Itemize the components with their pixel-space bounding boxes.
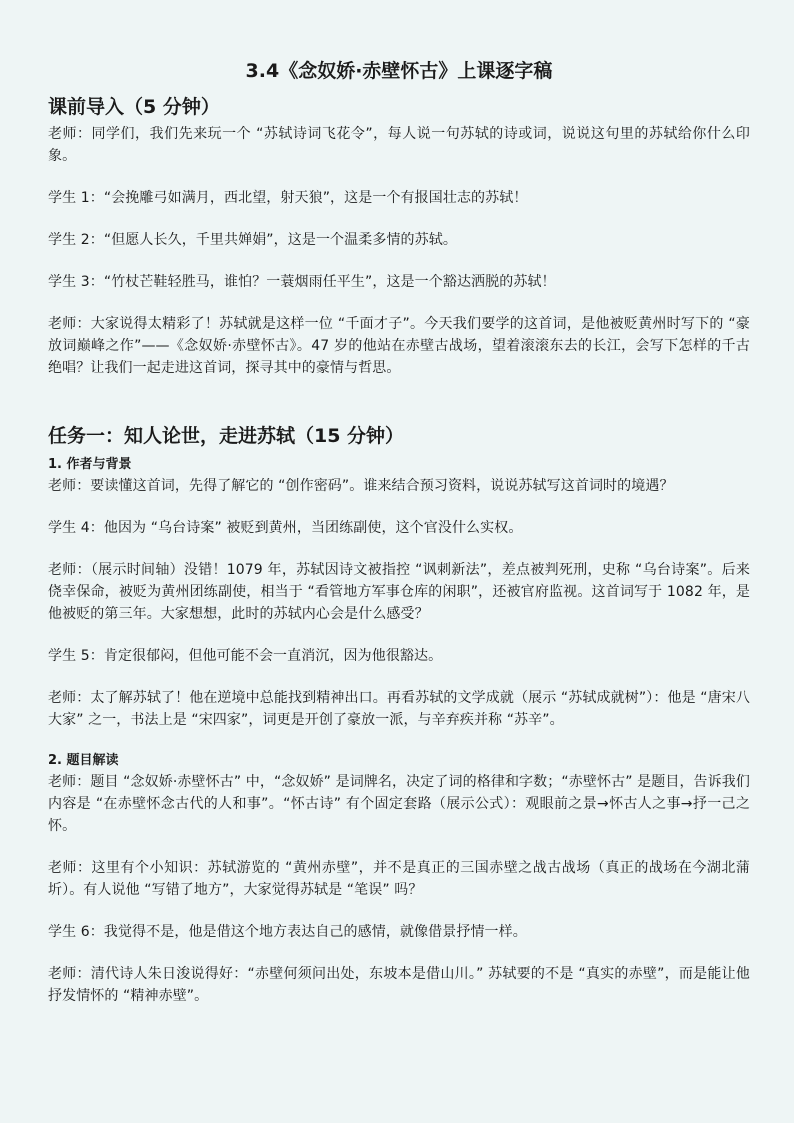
paragraph: 老师：同学们，我们先来玩一个 “苏轼诗词飞花令”，每人说一句苏轼的诗或词，说说这句里的苏轼给你什么印象。 <box>48 126 750 164</box>
section-heading-task-one: 任务一：知人论世，走进苏轼（15 分钟） <box>48 425 405 447</box>
subheading-title-interpretation: 2. 题目解读 <box>48 753 119 768</box>
section-heading-intro: 课前导入（5 分钟） <box>48 96 220 118</box>
paragraph: 学生 1：“会挽雕弓如满月，西北望，射天狼”，这是一个有报国壮志的苏轼！ <box>48 190 528 206</box>
paragraph: 老师：（展示时间轴）没错！1079 年，苏轼因诗文被指控 “讽刺新法”，差点被判死刑，史称 “乌台诗案”。后来侥幸保命，被贬为黄州团练副使，相当于 “看管地方军事仓库的闲职”，还被官府监视。这首词写于 1082 年，是他被贬的第三年。大家想想，此时的苏轼内心会是什么感受？ <box>48 562 750 622</box>
paragraph: 学生 2：“但愿人长久，千里共婵娟”，这是一个温柔多情的苏轼。 <box>48 232 457 248</box>
paragraph: 学生 3：“竹杖芒鞋轻胜马，谁怕？一蓑烟雨任平生”，这是一个豁达洒脱的苏轼！ <box>48 274 556 290</box>
paragraph: 学生 5：肯定很郁闷，但他可能不会一直消沉，因为他很豁达。 <box>48 648 443 664</box>
paragraph: 学生 4：他因为 “乌台诗案” 被贬到黄州，当团练副使，这个官没什么实权。 <box>48 520 523 536</box>
paragraph: 老师：要读懂这首词，先得了解它的 “创作密码”。谁来结合预习资料，说说苏轼写这首词时的境遇？ <box>48 478 674 494</box>
paragraph: 老师：题目 “念奴娇·赤壁怀古” 中，“念奴娇” 是词牌名，决定了词的格律和字数；“赤壁怀古” 是题目，告诉我们内容是 “在赤壁怀念古代的人和事”。“怀古诗” 有个固定套路（展示公式）：观眼前之景→怀古人之事→抒一己之怀。 <box>48 774 750 834</box>
paragraph: 老师：太了解苏轼了！他在逆境中总能找到精神出口。再看苏轼的文学成就（展示 “苏轼成就树”）：他是 “唐宋八大家” 之一，书法上是 “宋四家”，词更是开创了豪放一派，与辛弃疾并称 “苏辛”。 <box>48 690 750 728</box>
paragraph: 学生 6：我觉得不是，他是借这个地方表达自己的感情，就像借景抒情一样。 <box>48 924 527 940</box>
paragraph: 老师：大家说得太精彩了！苏轼就是这样一位 “千面才子”。今天我们要学的这首词，是他被贬黄州时写下的 “豪放词巅峰之作”——《念奴娇·赤壁怀古》。47 岁的他站在赤壁古战场，望着滚滚东去的长江，会写下怎样的千古绝唱？让我们一起走进这首词，探寻其中的豪情与哲思。 <box>48 316 750 376</box>
paragraph: 老师：这里有个小知识：苏轼游览的 “黄州赤壁”，并不是真正的三国赤壁之战古战场（真正的战场在今湖北蒲圻）。有人说他 “写错了地方”，大家觉得苏轼是 “笔误” 吗？ <box>48 860 750 898</box>
subheading-author-background: 1. 作者与背景 <box>48 457 132 472</box>
paragraph: 老师：清代诗人朱日浚说得好：“赤壁何须问出处，东坡本是借山川。” 苏轼要的不是 “真实的赤壁”，而是能让他抒发情怀的 “精神赤壁”。 <box>48 966 750 1004</box>
document-title: 3.4《念奴娇·赤壁怀古》上课逐字稿 <box>245 60 553 82</box>
